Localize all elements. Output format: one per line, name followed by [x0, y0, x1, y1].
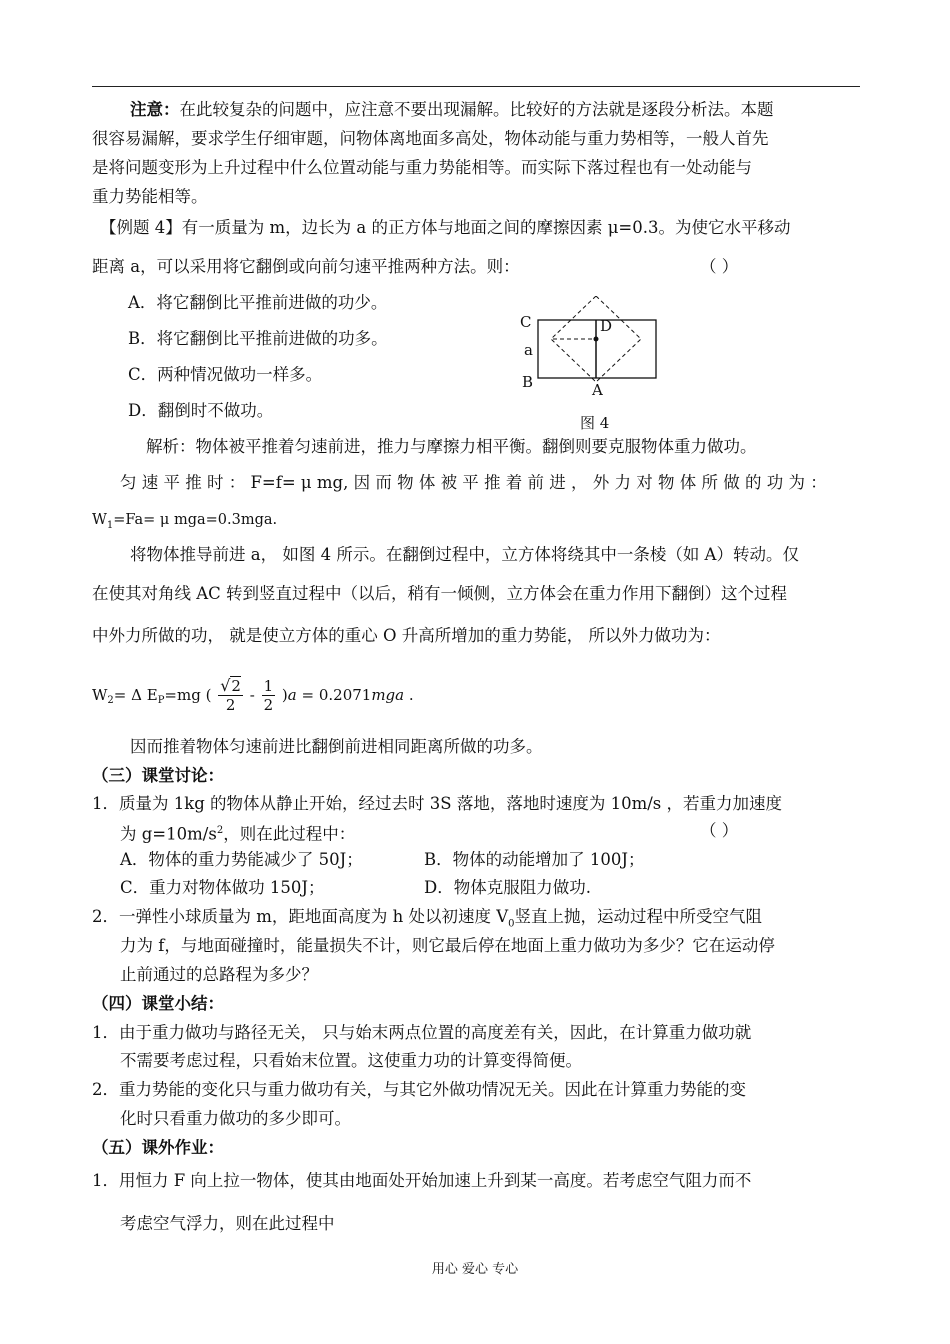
q1-line-1: 1．质量为 1kg 的物体从静止开始，经过去时 3S 落地，落地时速度为 10m/s ，若重力加速度 — [92, 794, 782, 813]
analysis-line-3: $W_1=Fa= \mu$ mga=0.3mga. — [92, 512, 278, 531]
analysis-line-6: 中外力所做的功， 就是使立方体的重心 O 升高所增加的重力势能， 所以外力做功为： — [92, 626, 721, 645]
figure-label-a-point: A — [592, 381, 603, 399]
example4-line-2: 距离 a，可以采用将它翻倒或向前匀速平推两种方法。则： — [92, 257, 520, 276]
q1-line-2: 为 $g=10m/s^2$，则在此过程中： — [120, 824, 356, 844]
example4-option-c: C．两种情况做功一样多。 — [128, 365, 323, 384]
work-formula: $W_2= \Delta$ $E_P=mg$ ( $\frac{√2}{2}$ - $\frac{1}{2}$ )a = 0.2071mga . — [92, 676, 414, 714]
figure-caption: 图 4 — [580, 414, 610, 432]
analysis-line-5: 在使其对角线 AC 转到竖直过程中（以后，稍有一倾侧，立方体会在重力作用下翻倒）这个过程 — [92, 584, 788, 603]
summary-item-1-line-1: 1．由于重力做功与路径无关， 只与始末两点位置的高度差有关，因此，在计算重力做功就 — [92, 1023, 752, 1042]
figure-label-a-side: a — [524, 341, 533, 359]
example4-line-1: 【例题 4】有一质量为 m，边长为 a 的正方体与地面之间的摩擦因素 μ=0.3。为使它水平移动 — [100, 218, 791, 237]
note-label: 注意： — [130, 100, 180, 119]
figure-label-d: D — [600, 317, 613, 335]
section-5-title: （五）课外作业： — [92, 1138, 224, 1157]
q1-option-a: A．物体的重力势能减少了 50J； — [120, 850, 363, 869]
analysis-conclusion: 因而推着物体匀速前进比翻倒前进相同距离所做的功多。 — [130, 737, 543, 756]
figure-label-b: B — [522, 373, 534, 391]
homework-item-1-line-2: 考虑空气浮力，则在此过程中 — [120, 1214, 335, 1233]
fraction-sqrt2-over-2: $\frac{√2}{2}$ — [220, 676, 241, 714]
note-line-1: 注意：在此较复杂的问题中，应注意不要出现漏解。比较好的方法就是逐段分析法。本题 — [130, 100, 774, 119]
summary-item-2-line-2: 化时只看重力做功的多少即可。 — [120, 1109, 351, 1128]
summary-item-2-line-1: 2．重力势能的变化只与重力做功有关，与其它外做功情况无关。因此在计算重力势能的变 — [92, 1080, 746, 1099]
example4-option-a: A．将它翻倒比平推前进做的功少。 — [128, 293, 388, 312]
note-line-3: 是将问题变形为上升过程中什么位置动能与重力势能相等。而实际下落过程也有一处动能与 — [92, 158, 752, 177]
analysis-line-2: 匀 速 平 推 时 ： F=f= μ mg, 因 而 物 体 被 平 推 着 前 进 ， 外 力 对 物 体 所 做 的 功 为 ： — [120, 473, 827, 492]
page-footer: 用心 爱心 专心 — [431, 1262, 519, 1277]
example4-option-b: B．将它翻倒比平推前进做的功多。 — [128, 329, 388, 348]
q2-line-3: 止前通过的总路程为多少？ — [120, 965, 318, 984]
center-point — [594, 337, 599, 342]
note-line-2: 很容易漏解，要求学生仔细审题，问物体离地面多高处，物体动能与重力势相等，一般人首先 — [92, 129, 769, 148]
ground-rectangle — [538, 317, 656, 378]
section-4-title: （四）课堂小结： — [92, 994, 224, 1013]
q1-option-d: D．物体克服阻力做功. — [424, 878, 591, 897]
summary-item-1-line-2: 不需要考虑过程，只看始末位置。这使重力功的计算变得简便。 — [120, 1051, 582, 1070]
homework-item-1-line-1: 1．用恒力 F 向上拉一物体，使其由地面处开始加速上升到某一高度。若考虑空气阻力而不 — [92, 1171, 752, 1190]
example4-option-d: D．翻倒时不做功。 — [128, 401, 274, 420]
note-line-4: 重力势能相等。 — [92, 187, 208, 206]
analysis-line-4: 将物体推导前进 a， 如图 4 所示。在翻倒过程中，立方体将绕其中一条棱（如 A）转动。仅 — [130, 545, 799, 564]
analysis-line-1: 解析：物体被平推着匀速前进，推力与摩擦力相平衡。翻倒则要克服物体重力做功。 — [146, 437, 757, 456]
q1-answer-blank: （ ） — [700, 821, 739, 840]
header-rule — [92, 86, 860, 87]
section-3-title: （三）课堂讨论： — [92, 766, 224, 785]
q2-line-1: 2．一弹性小球质量为 m，距地面高度为 h 处以初速度 $V_0$竖直上抛，运动过程中所受空气阻 — [92, 907, 763, 930]
example4-answer-blank: （ ） — [700, 257, 739, 276]
fraction-1-over-2: $\frac{1}{2}$ — [263, 676, 274, 714]
q1-option-b: B．物体的动能增加了 100J； — [424, 850, 645, 869]
q2-line-2: 力为 f，与地面碰撞时，能量损失不计，则它最后停在地面上重力做功为多少？它在运动停 — [120, 936, 775, 955]
figure-label-c: C — [520, 313, 532, 331]
q1-option-c: C．重力对物体做功 150J； — [120, 878, 325, 897]
